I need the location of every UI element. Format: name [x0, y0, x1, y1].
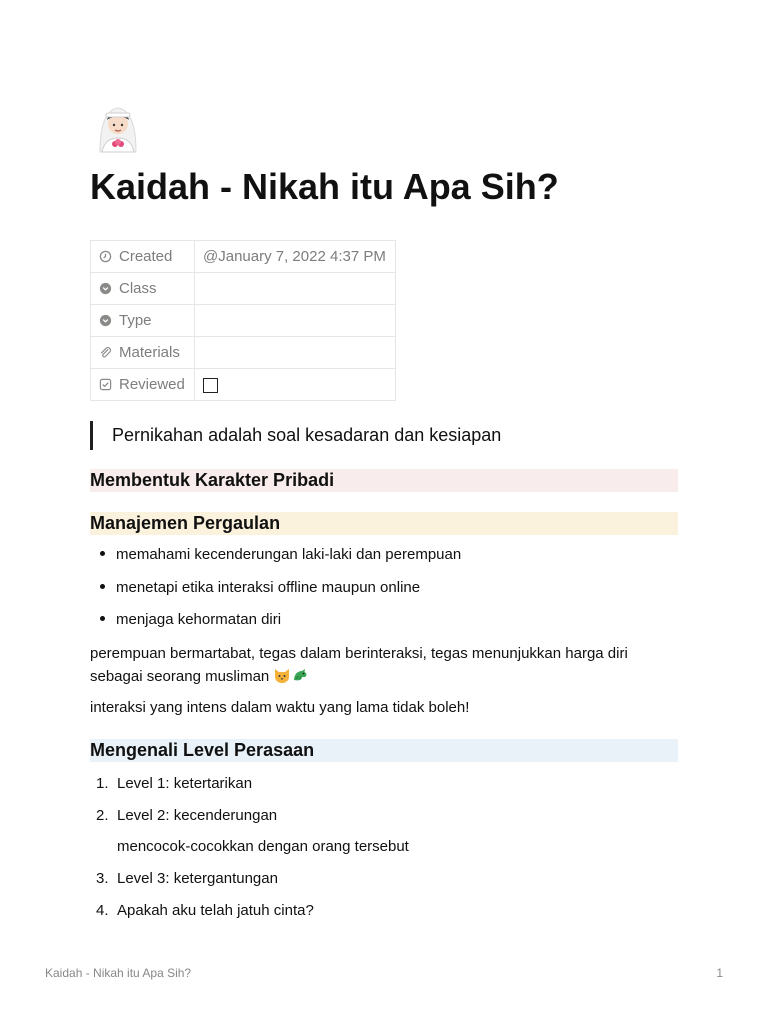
select-icon — [99, 282, 112, 295]
property-label: Reviewed — [119, 376, 185, 393]
property-row-materials — [91, 337, 396, 369]
bullet-dot — [100, 584, 105, 589]
property-label: Created — [119, 248, 173, 265]
cat-face-icon — [273, 667, 291, 683]
heading-mengenali-level-perasaan: Mengenali Level Perasaan — [90, 739, 678, 762]
property-row-created — [91, 241, 396, 273]
footer-page-number: 1 — [716, 966, 723, 980]
heading-membentuk-karakter: Membentuk Karakter Pribadi — [90, 469, 678, 492]
list-item: menetapi etika interaksi offline maupun online — [100, 579, 420, 596]
property-row-class — [91, 273, 396, 305]
property-label: Type — [119, 312, 152, 329]
checkbox-icon — [99, 378, 112, 391]
paperclip-icon — [99, 346, 112, 359]
page-title: Kaidah - Nikah itu Apa Sih? — [90, 166, 559, 207]
list-item: menjaga kehormatan diri — [100, 611, 281, 628]
reviewed-checkbox[interactable] — [203, 378, 218, 393]
property-value-type[interactable] — [195, 305, 396, 337]
property-value-created[interactable]: @January 7, 2022 4:37 PM — [195, 241, 396, 273]
list-item: 3. Level 3: ketergantungan — [96, 870, 278, 887]
property-value-materials[interactable] — [195, 337, 396, 369]
quote-block: Pernikahan adalah soal kesadaran dan kesiapan — [90, 421, 501, 450]
bride-with-veil-icon — [90, 100, 146, 156]
property-value-class[interactable] — [195, 273, 396, 305]
property-label: Class — [119, 280, 157, 297]
heading-manajemen-pergaulan: Manajemen Pergaulan — [90, 512, 678, 535]
property-label: Materials — [119, 344, 180, 361]
bullet-dot — [100, 551, 105, 556]
paragraph-interaksi: interaksi yang intens dalam waktu yang lama tidak boleh! — [90, 699, 470, 716]
list-item: 1. Level 1: ketertarikan — [96, 775, 253, 792]
list-item-subtext: mencocok-cocokkan dengan orang tersebut — [117, 838, 409, 855]
properties-table — [90, 240, 396, 401]
bullet-dot — [100, 616, 105, 621]
dragon-icon — [291, 667, 309, 683]
list-item: memahami kecenderungan laki-laki dan perempuan — [100, 546, 461, 563]
list-item: 4. Apakah aku telah jatuh cinta? — [96, 902, 314, 919]
property-row-type — [91, 305, 396, 337]
paragraph-perempuan-bermartabat: perempuan bermartabat, tegas dalam berinteraksi, tegas menunjukkan harga diri sebagai seorang musliman — [90, 645, 628, 685]
clock-icon — [99, 250, 112, 263]
footer-title: Kaidah - Nikah itu Apa Sih? — [45, 966, 192, 980]
property-row-reviewed — [91, 369, 396, 401]
select-icon — [99, 314, 112, 327]
list-item: 2. Level 2: kecenderungan — [96, 807, 278, 824]
